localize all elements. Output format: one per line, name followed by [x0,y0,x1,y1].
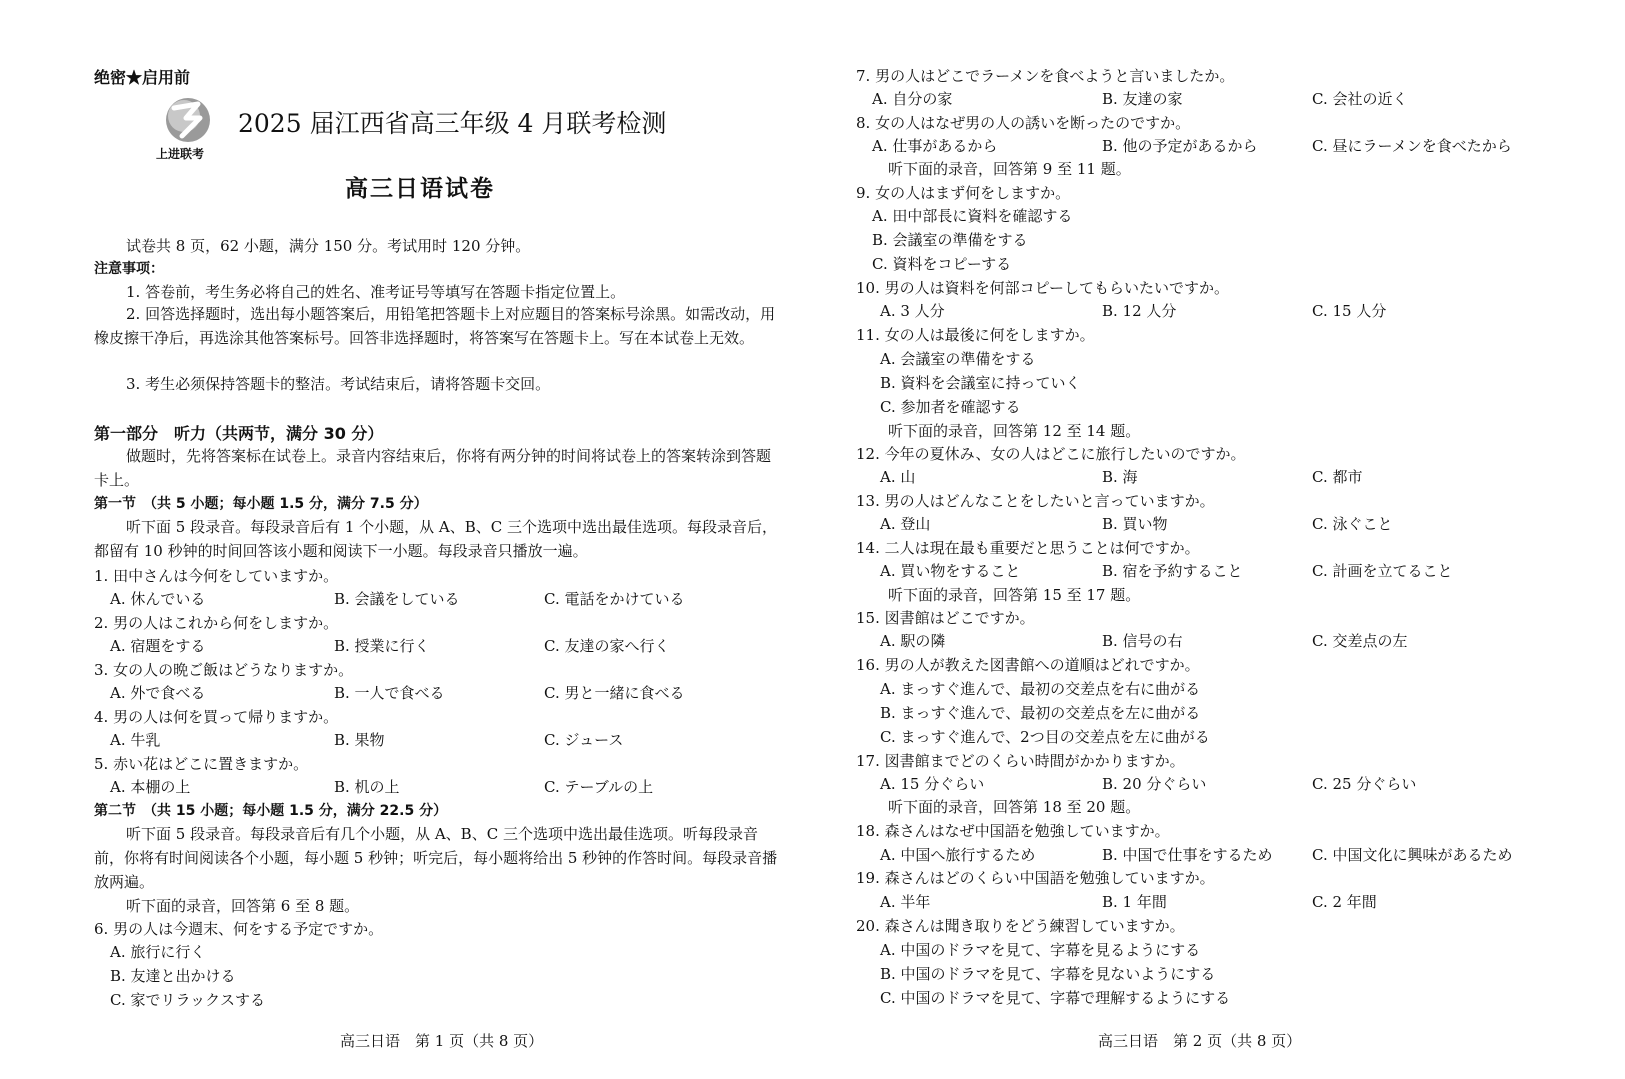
q6-option-b: B. 友達と出かける [110,967,236,985]
question-9: 9. 女の人はまず何をしますか。 [856,184,1071,202]
q11-option-c: C. 参加者を確認する [880,398,1021,416]
q19-option-b: B. 1 年間 [1102,893,1167,911]
q4-option-c: C. ジュース [544,731,624,749]
q5-option-c: C. テーブルの上 [544,778,654,796]
question-2: 2. 男の人はこれから何をしますか。 [94,614,339,632]
question-6: 6. 男の人は今週末、何をする予定ですか。 [94,920,384,938]
q14-option-b: B. 宿を予約すること [1102,562,1243,580]
q5-option-a: A. 本棚の上 [110,778,191,796]
q1-option-b: B. 会議をしている [334,590,460,608]
q14-option-c: C. 計画を立てること [1312,562,1453,580]
listen-prompt-15: 听下面的录音，回答第 15 至 17 题。 [888,586,1141,604]
q3-option-a: A. 外で食べる [110,684,206,702]
q10-option-b: B. 12 人分 [1102,302,1177,320]
notice-item-1: 1. 答卷前，考生务必将自己的姓名、准考证号等填写在答题卡指定位置上。 [126,283,626,301]
q6-option-c: C. 家でリラックスする [110,991,266,1009]
footer-page-2: 高三日语 第 2 页（共 8 页） [1098,1032,1302,1050]
q11-option-a: A. 会議室の準備をする [880,350,1036,368]
question-5: 5. 赤い花はどこに置きますか。 [94,755,309,773]
q17-option-b: B. 20 分ぐらい [1102,775,1207,793]
q12-option-a: A. 山 [880,468,916,486]
q3-option-c: C. 男と一緒に食べる [544,684,685,702]
q14-option-a: A. 買い物をすること [880,562,1021,580]
listen-prompt-12: 听下面的录音，回答第 12 至 14 题。 [888,422,1141,440]
listen-prompt-18: 听下面的录音，回答第 18 至 20 题。 [888,798,1141,816]
q18-option-a: A. 中国へ旅行するため [880,846,1036,864]
footer-page-1: 高三日语 第 1 页（共 8 页） [340,1032,544,1050]
q12-option-c: C. 都市 [1312,468,1363,486]
q2-option-b: B. 授業に行く [334,637,430,655]
part1-desc: 做题时，先将答案标在试卷上。录音内容结束后，你将有两分钟的时间将试卷上的答案转涂到答题卡上。 [94,447,772,489]
question-7: 7. 男の人はどこでラーメンを食べようと言いましたか。 [856,67,1235,85]
q7-option-b: B. 友達の家 [1102,90,1183,108]
question-19: 19. 森さんはどのくらい中国語を勉強していますか。 [856,869,1215,887]
question-17: 17. 図書館までどのくらい時間がかかりますか。 [856,752,1185,770]
question-15: 15. 図書館はどこですか。 [856,609,1035,627]
q19-option-c: C. 2 年間 [1312,893,1377,911]
q20-option-b: B. 中国のドラマを見て、字幕を見ないようにする [880,965,1216,983]
question-1: 1. 田中さんは今何をしていますか。 [94,567,339,585]
q15-option-b: B. 信号の右 [1102,632,1183,650]
q16-option-a: A. まっすぐ進んで、最初の交差点を右に曲がる [880,680,1201,698]
logo [156,96,224,164]
question-4: 4. 男の人は何を買って帰りますか。 [94,708,339,726]
q11-option-b: B. 資料を会議室に持っていく [880,374,1081,392]
q4-option-a: A. 牛乳 [110,731,161,749]
q17-option-c: C. 25 分ぐらい [1312,775,1417,793]
section1-desc: 听下面 5 段录音。每段录音后有 1 个小题，从 A、B、C 三个选项中选出最佳选项。每段录音后，都留有 10 秒钟的时间回答该小题和阅读下一小题。每段录音只播放一遍。 [94,518,778,560]
q2-option-a: A. 宿題をする [110,637,206,655]
q7-option-a: A. 自分の家 [872,90,953,108]
q15-option-a: A. 駅の隣 [880,632,946,650]
q8-option-c: C. 昼にラーメンを食べたから [1312,137,1512,155]
question-14: 14. 二人は現在最も重要だと思うことは何ですか。 [856,539,1200,557]
question-8: 8. 女の人はなぜ男の人の誘いを断ったのですか。 [856,114,1191,132]
question-12: 12. 今年の夏休み、女の人はどこに旅行したいのですか。 [856,445,1246,463]
q9-option-c: C. 資料をコピーする [872,255,1012,273]
logo-text: 上进联考 [156,147,205,161]
listen-prompt-6: 听下面的录音，回答第 6 至 8 题。 [126,897,360,915]
question-13: 13. 男の人はどんなことをしたいと言っていますか。 [856,492,1215,510]
q8-option-b: B. 他の予定があるから [1102,137,1258,155]
q15-option-c: C. 交差点の左 [1312,632,1408,650]
secret-label: 绝密★启用前 [94,68,191,87]
notice-item-3: 3. 考生必须保持答题卡的整洁。考试结束后，请将答题卡交回。 [126,375,551,393]
q3-option-b: B. 一人で食べる [334,684,445,702]
q9-option-a: A. 田中部長に資料を確認する [872,207,1073,225]
paper-title: 高三日语试卷 [345,175,495,202]
q1-option-a: A. 休んでいる [110,590,206,608]
q8-option-a: A. 仕事があるから [872,137,998,155]
q20-option-c: C. 中国のドラマを見て、字幕で理解するようにする [880,989,1231,1007]
q20-option-a: A. 中国のドラマを見て、字幕を見るようにする [880,941,1201,959]
q19-option-a: A. 半年 [880,893,931,911]
q13-option-a: A. 登山 [880,515,931,533]
q10-option-a: A. 3 人分 [880,302,945,320]
q13-option-b: B. 買い物 [1102,515,1168,533]
q17-option-a: A. 15 分ぐらい [880,775,985,793]
q13-option-c: C. 泳ぐこと [1312,515,1393,533]
q16-option-c: C. まっすぐ進んで、2つ目の交差点を左に曲がる [880,728,1210,746]
question-10: 10. 男の人は資料を何部コピーしてもらいたいですか。 [856,279,1230,297]
q1-option-c: C. 電話をかけている [544,590,685,608]
question-20: 20. 森さんは聞き取りをどう練習していますか。 [856,917,1185,935]
question-18: 18. 森さんはなぜ中国語を勉強していますか。 [856,822,1170,840]
q9-option-b: B. 会議室の準備をする [872,231,1028,249]
q4-option-b: B. 果物 [334,731,385,749]
part1-title: 第一部分 听力（共两节，满分 30 分） [94,424,384,443]
q10-option-c: C. 15 人分 [1312,302,1387,320]
q16-option-b: B. まっすぐ進んで、最初の交差点を左に曲がる [880,704,1201,722]
q6-option-a: A. 旅行に行く [110,943,206,961]
exam-title: 2025 届江西省高三年级 4 月联考检测 [238,109,667,138]
q5-option-b: B. 机の上 [334,778,400,796]
q18-option-c: C. 中国文化に興味があるため [1312,846,1513,864]
q18-option-b: B. 中国で仕事をするため [1102,846,1273,864]
question-3: 3. 女の人の晩ご飯はどうなりますか。 [94,661,354,679]
intro-text: 试卷共 8 页，62 小题，满分 150 分。考试用时 120 分钟。 [126,237,531,255]
q7-option-c: C. 会社の近く [1312,90,1408,108]
q2-option-c: C. 友達の家へ行く [544,637,670,655]
question-16: 16. 男の人が教えた図書館への道順はどれですか。 [856,656,1200,674]
notice-item-2: 2. 回答选择题时，选出每小题答案后，用铅笔把答题卡上对应题目的答案标号涂黑。如需改动，用橡皮擦干净后，再选涂其他答案标号。回答非选择题时，将答案写在答题卡上。写在本试卷上无效。 [94,305,776,347]
notice-title: 注意事项： [94,261,164,277]
question-11: 11. 女の人は最後に何をしますか。 [856,326,1095,344]
section2-title: 第二节 （共 15 小题；每小题 1.5 分，满分 22.5 分） [94,803,448,819]
section1-title: 第一节 （共 5 小题；每小题 1.5 分，满分 7.5 分） [94,496,428,512]
listen-prompt-9: 听下面的录音，回答第 9 至 11 题。 [888,160,1131,178]
q12-option-b: B. 海 [1102,468,1138,486]
section2-desc: 听下面 5 段录音。每段录音后有几个小题，从 A、B、C 三个选项中选出最佳选项。听每段录音前，你将有时间阅读各个小题，每小题 5 秒钟；听完后，每小题将给出 5 秒钟的作答时间。每段录音播放两遍。 [94,825,778,891]
